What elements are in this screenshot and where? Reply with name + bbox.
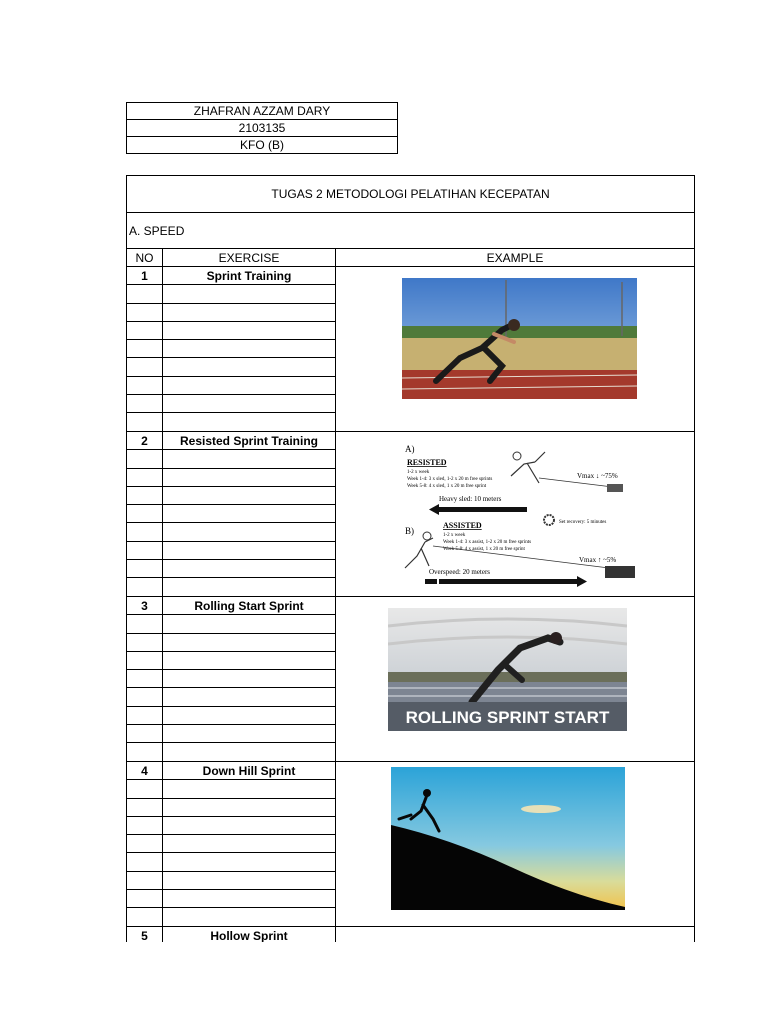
student-id: 2103135 <box>127 120 398 137</box>
exercise-table <box>126 175 695 942</box>
exercise-group <box>127 432 694 597</box>
exercise-number: 3 <box>127 597 163 614</box>
exercise-name: Down Hill Sprint <box>202 763 296 778</box>
svg-text:Week 5-8: 4 x sled, 1 x 20 m f: Week 5-8: 4 x sled, 1 x 20 m free sprint <box>407 484 487 489</box>
downhill-sprint-photo <box>391 767 625 910</box>
svg-text:Set recovery: 5 minutes: Set recovery: 5 minutes <box>559 520 607 525</box>
svg-text:Week 1-4: 3 x sled, 1-2 x 20 m: Week 1-4: 3 x sled, 1-2 x 20 m free sprints <box>407 477 493 482</box>
header-exercise: EXERCISE <box>163 249 336 266</box>
sprint-training-photo <box>402 278 637 399</box>
header-no: NO <box>127 249 163 266</box>
svg-text:RESISTED: RESISTED <box>407 458 447 467</box>
exercise-number: 5 <box>127 927 163 942</box>
svg-text:Week 5-8: 4 x assist, 1 x 20 m: Week 5-8: 4 x assist, 1 x 20 m free sprint <box>443 547 525 552</box>
svg-text:Vmax ↓ ~75%: Vmax ↓ ~75% <box>577 472 618 480</box>
exercise-name: Sprint Training <box>206 268 292 283</box>
exercise-group <box>127 267 694 432</box>
exercise-group <box>127 597 694 762</box>
exercise-name: Hollow Sprint <box>210 928 288 942</box>
section-heading: A. SPEED <box>127 213 694 249</box>
document-title: TUGAS 2 METODOLOGI PELATIHAN KECEPATAN <box>127 176 694 213</box>
student-info-table <box>126 102 398 154</box>
exercise-number: 4 <box>127 762 163 779</box>
student-class: KFO (B) <box>127 137 398 154</box>
rolling-sprint-caption: ROLLING SPRINT START <box>405 708 610 727</box>
table-header <box>127 249 694 267</box>
svg-text:ASSISTED: ASSISTED <box>443 521 482 530</box>
svg-text:Week 1-4: 3 x assist, 1-2 x 20: Week 1-4: 3 x assist, 1-2 x 20 m free sprints <box>443 540 532 545</box>
svg-text:1-2 x week: 1-2 x week <box>443 533 466 538</box>
svg-text:A): A) <box>405 444 415 454</box>
exercise-group <box>127 762 694 927</box>
svg-text:Vmax ↑ ~5%: Vmax ↑ ~5% <box>579 556 617 564</box>
resisted-assisted-diagram <box>399 438 644 588</box>
header-example: EXAMPLE <box>486 250 544 265</box>
svg-text:1-2 x week: 1-2 x week <box>407 470 430 475</box>
svg-text:Overspeed: 20 meters: Overspeed: 20 meters <box>429 568 491 576</box>
svg-text:Heavy sled: 10 meters: Heavy sled: 10 meters <box>439 495 502 503</box>
svg-text:B): B) <box>405 526 414 536</box>
exercise-number: 2 <box>127 432 163 449</box>
exercise-number: 1 <box>127 267 163 284</box>
exercise-name: Resisted Sprint Training <box>179 433 319 448</box>
exercise-name: Rolling Start Sprint <box>194 598 304 613</box>
rolling-sprint-photo <box>388 608 627 731</box>
student-name: ZHAFRAN AZZAM DARY <box>127 103 398 120</box>
exercise-group <box>127 927 694 942</box>
